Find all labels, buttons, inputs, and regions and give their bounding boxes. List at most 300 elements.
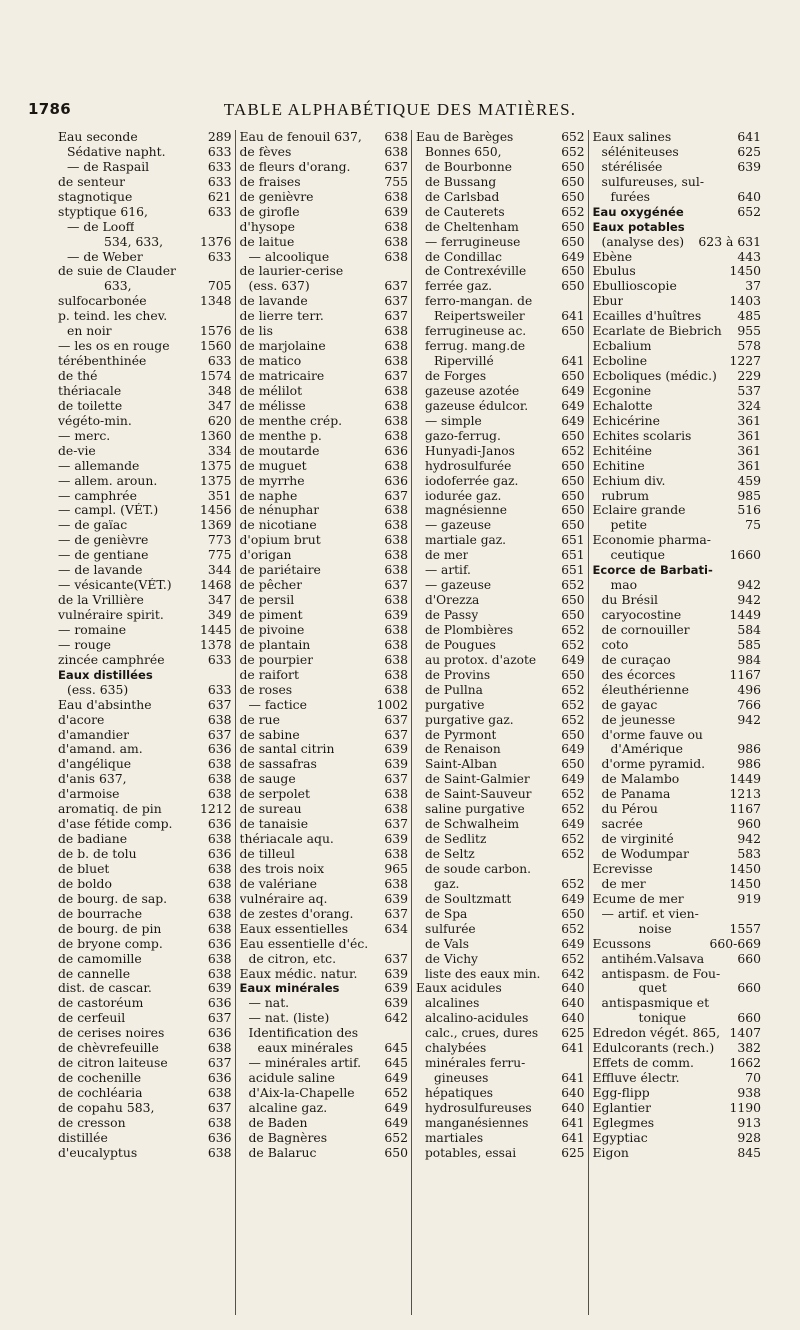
- entry-term: d'angélique: [58, 757, 132, 772]
- entry-page-ref: 1376: [199, 234, 232, 249]
- entry-page-ref: 766: [737, 697, 761, 712]
- entry-term: de cerises noires: [58, 1026, 165, 1041]
- index-column-4: [588, 130, 765, 1315]
- entry-page-ref: 652: [561, 578, 585, 593]
- index-entry: [593, 429, 762, 444]
- entry-page-ref: 1360: [199, 428, 232, 443]
- entry-term: distillée: [58, 1130, 108, 1145]
- entry-page-ref: 637: [384, 712, 408, 727]
- entry-term: antispasmique et: [601, 996, 710, 1011]
- index-entry: [593, 802, 762, 817]
- entry-page-ref: 649: [561, 936, 585, 951]
- entry-term: d'amandier: [58, 727, 129, 742]
- entry-term: de plantain: [239, 637, 311, 652]
- entry-page-ref: 660: [737, 951, 761, 966]
- index-entry: [593, 324, 762, 339]
- entry-page-ref: 652: [561, 204, 585, 219]
- index-entry: [240, 429, 409, 444]
- entry-term: Hunyadi-Janos: [425, 443, 515, 458]
- entry-page-ref: 640: [561, 1100, 585, 1115]
- entry-page-ref: 638: [207, 757, 232, 772]
- entry-term: de cresson: [58, 1115, 126, 1130]
- index-entry: [416, 996, 585, 1011]
- index-entry: [416, 250, 585, 265]
- entry-term: d'acore: [58, 712, 105, 727]
- entry-page-ref: 650: [561, 593, 585, 608]
- index-entry: [240, 967, 409, 982]
- index-entry: [58, 996, 232, 1011]
- index-entry: [593, 518, 762, 533]
- index-entry: [240, 533, 409, 548]
- entry-term: — romaine: [58, 622, 127, 637]
- index-entry: [416, 518, 585, 533]
- entry-page-ref: 640: [561, 1086, 585, 1100]
- entry-page-ref: 637: [384, 294, 408, 309]
- entry-page-ref: 650: [561, 369, 585, 383]
- index-entry: [58, 459, 232, 474]
- entry-page-ref: 650: [561, 219, 585, 234]
- index-entry: [240, 220, 409, 235]
- entry-page-ref: 928: [737, 1130, 761, 1145]
- index-entry: [416, 339, 585, 354]
- entry-term: ferrée gaz.: [425, 279, 493, 294]
- index-entry: [240, 130, 409, 145]
- index-entry: [58, 175, 232, 190]
- entry-page-ref: 578: [737, 339, 761, 354]
- entry-page-ref: 637: [207, 1056, 232, 1071]
- entry-term: sulfocarbonée: [58, 294, 147, 309]
- entry-page-ref: 651: [561, 563, 585, 578]
- index-entry: [416, 668, 585, 683]
- entry-page-ref: 636: [207, 1130, 232, 1145]
- index-entry: [593, 638, 762, 653]
- entry-page-ref: 652: [561, 637, 585, 652]
- entry-page-ref: 652: [561, 130, 585, 144]
- index-entry: [416, 474, 585, 489]
- entry-term: de genièvre: [239, 189, 314, 204]
- index-entry: [416, 175, 585, 190]
- index-entry: [58, 1116, 232, 1131]
- index-entry: [240, 1101, 409, 1116]
- entry-page-ref: 1407: [729, 1026, 761, 1041]
- entry-term: eaux minérales: [257, 1041, 354, 1056]
- entry-term: antihém.Valsava: [601, 951, 705, 966]
- entry-page-ref: 1449: [729, 772, 761, 787]
- entry-page-ref: 638: [207, 921, 232, 936]
- entry-term: de Forges: [425, 369, 487, 383]
- index-entry: [58, 250, 232, 265]
- index-entry: [416, 354, 585, 369]
- entry-page-ref: 652: [561, 951, 585, 966]
- entry-term: de Soultzmatt: [425, 891, 512, 906]
- entry-page-ref: 638: [384, 802, 408, 817]
- entry-page-ref: 344: [207, 563, 232, 578]
- entry-page-ref: 641: [561, 1071, 585, 1086]
- entry-term: Eau seconde: [58, 130, 138, 144]
- entry-page-ref: 637: [384, 279, 408, 294]
- index-entry: [58, 533, 232, 548]
- entry-term: ferrugineuse ac.: [425, 324, 527, 339]
- entry-term: — alcoolique: [248, 249, 330, 264]
- entry-page-ref: 639: [737, 159, 761, 174]
- index-entry: [416, 1116, 585, 1131]
- entry-page-ref: 1450: [729, 264, 761, 279]
- index-entry: [416, 145, 585, 160]
- entry-term: — artif.: [425, 563, 471, 578]
- entry-term: de Spa: [425, 906, 468, 921]
- entry-term: de camomille: [58, 951, 142, 966]
- entry-term: (ess. 635): [67, 682, 129, 697]
- index-entry: [593, 533, 762, 548]
- index-entry: [58, 220, 232, 235]
- entry-page-ref: 638: [207, 861, 232, 876]
- entry-term: séléniteuses: [601, 144, 679, 159]
- index-entry: [58, 1011, 232, 1026]
- entry-term: — rouge: [58, 637, 111, 652]
- entry-term: de pêcher: [239, 578, 303, 593]
- entry-page-ref: 638: [384, 339, 408, 354]
- entry-page-ref: 633: [207, 652, 232, 667]
- entry-page-ref: 637: [384, 951, 408, 966]
- entry-page-ref: 649: [561, 742, 585, 757]
- entry-page-ref: 649: [561, 817, 585, 832]
- entry-term: de tanaisie: [239, 817, 309, 832]
- index-entry: [416, 503, 585, 518]
- entry-page-ref: 1560: [199, 339, 232, 354]
- entry-term: de persil: [239, 593, 295, 608]
- index-entry: [240, 474, 409, 489]
- entry-term: gazo-ferrug.: [425, 428, 501, 443]
- entry-page-ref: 636: [207, 1071, 232, 1086]
- entry-term: — de Looff: [67, 219, 135, 234]
- index-entry: [240, 907, 409, 922]
- entry-term: de mélilot: [239, 383, 303, 398]
- index-entry: [58, 369, 232, 384]
- entry-term: Ecorce de Barbati-: [592, 563, 713, 578]
- index-entry: [58, 862, 232, 877]
- entry-page-ref: 650: [561, 324, 585, 339]
- entry-term: Ecbalium: [592, 339, 652, 354]
- entry-page-ref: 516: [737, 503, 761, 518]
- index-entry: [593, 877, 762, 892]
- entry-page-ref: 652: [561, 144, 585, 159]
- index-entry: [240, 578, 409, 593]
- index-entry: [240, 518, 409, 533]
- entry-term: de cochléaria: [58, 1086, 143, 1100]
- entry-term: Eaux acidules: [416, 981, 502, 996]
- entry-page-ref: 638: [207, 1041, 232, 1056]
- index-entry: [593, 444, 762, 459]
- entry-term: Eglantier: [592, 1100, 652, 1115]
- index-entry: [593, 981, 762, 996]
- index-entry: [240, 817, 409, 832]
- entry-term: de Bussang: [425, 174, 497, 189]
- entry-term: de Pyrmont: [425, 727, 497, 742]
- index-entry: [58, 339, 232, 354]
- entry-page-ref: 638: [384, 667, 408, 682]
- index-entry: [58, 952, 232, 967]
- index-entry: [58, 608, 232, 623]
- entry-term: gaz.: [434, 876, 460, 891]
- index-entry: [416, 1101, 585, 1116]
- index-entry: [593, 1131, 762, 1146]
- entry-term: de bluet: [58, 861, 110, 876]
- index-entry: [58, 414, 232, 429]
- entry-term: de Pougues: [425, 637, 496, 652]
- entry-term: Eglegmes: [592, 1115, 655, 1130]
- index-entry: [416, 1071, 585, 1086]
- entry-page-ref: 652: [561, 622, 585, 637]
- index-entry: [58, 1026, 232, 1041]
- entry-page-ref: 650: [561, 488, 585, 503]
- entry-page-ref: 639: [384, 204, 408, 219]
- entry-page-ref: 638: [207, 966, 232, 981]
- entry-page-ref: 642: [384, 1011, 408, 1026]
- entry-page-ref: 636: [207, 996, 232, 1011]
- index-entry: [58, 832, 232, 847]
- index-entry: [240, 235, 409, 250]
- entry-term: de marjolaine: [239, 339, 326, 354]
- index-entry: [416, 429, 585, 444]
- index-entry: [593, 937, 762, 952]
- entry-page-ref: 639: [384, 742, 408, 757]
- entry-page-ref: 651: [561, 548, 585, 563]
- index-entry: [58, 309, 232, 324]
- index-entry: [58, 474, 232, 489]
- entry-page-ref: 638: [207, 832, 232, 847]
- entry-page-ref: 633: [207, 174, 232, 189]
- index-entry: [240, 593, 409, 608]
- entry-page-ref: 1403: [729, 294, 761, 309]
- entry-term: Eau de fenouil 637,: [239, 130, 362, 144]
- index-entry: [593, 996, 762, 1011]
- entry-page-ref: 1167: [729, 802, 761, 817]
- entry-page-ref: 649: [561, 383, 585, 398]
- entry-page-ref: 638: [384, 876, 408, 891]
- index-entry: [58, 518, 232, 533]
- entry-page-ref: 638: [207, 1145, 232, 1160]
- index-entry: [416, 1011, 585, 1026]
- entry-page-ref: 348: [207, 383, 232, 398]
- index-entry: [240, 190, 409, 205]
- entry-page-ref: 942: [737, 832, 761, 847]
- entry-term: Eau de Barèges: [416, 130, 514, 144]
- entry-term: mao: [610, 578, 638, 593]
- index-entry: [240, 668, 409, 683]
- entry-term: de pourpier: [239, 652, 314, 667]
- index-entry: [58, 503, 232, 518]
- entry-page-ref: 650: [561, 473, 585, 488]
- index-entry: [240, 324, 409, 339]
- index-entry: [58, 354, 232, 369]
- entry-page-ref: 649: [561, 249, 585, 264]
- entry-term: d'amand. am.: [58, 742, 143, 757]
- entry-page-ref: 1450: [729, 876, 761, 891]
- index-entry: [416, 952, 585, 967]
- entry-page-ref: 1375: [199, 473, 232, 488]
- entry-page-ref: 641: [561, 1041, 585, 1056]
- entry-term: de Bourbonne: [425, 159, 512, 174]
- entry-page-ref: 938: [737, 1086, 761, 1100]
- entry-term: ceutique: [610, 548, 665, 563]
- entry-term: Eaux salines: [592, 130, 672, 144]
- entry-term: de Saint-Sauveur: [425, 787, 532, 802]
- entry-page-ref: 633: [207, 354, 232, 369]
- entry-page-ref: 984: [737, 652, 761, 667]
- entry-term: Ecgonine: [592, 383, 652, 398]
- running-title: TABLE ALPHABÉTIQUE DES MATIÈRES.: [223, 100, 577, 119]
- index-entry: [593, 414, 762, 429]
- entry-term: de naphe: [239, 488, 298, 503]
- entry-term: d'Amérique: [610, 742, 683, 757]
- index-entry: [593, 294, 762, 309]
- entry-page-ref: 638: [384, 652, 408, 667]
- entry-term: — artif. et vien-: [601, 906, 699, 921]
- index-entry: [58, 967, 232, 982]
- entry-page-ref: 640: [561, 981, 585, 996]
- index-entry: [593, 1071, 762, 1086]
- index-entry: [58, 593, 232, 608]
- entry-term: de suie de Clauder: [58, 264, 176, 279]
- entry-term: de santal citrin: [239, 742, 335, 757]
- entry-page-ref: 537: [737, 383, 761, 398]
- index-entry: [58, 160, 232, 175]
- entry-term: de chèvrefeuille: [58, 1041, 159, 1056]
- entry-page-ref: 649: [561, 891, 585, 906]
- entry-page-ref: 652: [561, 921, 585, 936]
- index-entry: [416, 757, 585, 772]
- index-entry: [58, 429, 232, 444]
- entry-page-ref: 650: [561, 727, 585, 742]
- index-entry: [416, 981, 585, 996]
- entry-page-ref: 620: [207, 413, 232, 428]
- index-entry: [240, 1071, 409, 1086]
- index-entry: [416, 1086, 585, 1101]
- entry-page-ref: 652: [561, 443, 585, 458]
- index-entry: [58, 1146, 232, 1161]
- entry-term: de menthe crép.: [239, 413, 343, 428]
- entry-term: petite: [610, 518, 648, 533]
- index-entry: [58, 668, 232, 683]
- index-entry: [593, 1086, 762, 1101]
- entry-term: Eaux minérales: [239, 981, 340, 996]
- entry-term: d'armoise: [58, 787, 120, 802]
- entry-term: de Sedlitz: [425, 832, 487, 847]
- entry-page-ref: 645: [384, 1041, 408, 1056]
- index-entry: [58, 742, 232, 757]
- index-entry: [593, 907, 762, 922]
- entry-term: de lis: [239, 324, 273, 339]
- entry-term: au protox. d'azote: [425, 652, 537, 667]
- entry-page-ref: 638: [384, 189, 408, 204]
- entry-page-ref: 361: [737, 443, 761, 458]
- entry-term: liste des eaux min.: [425, 966, 541, 981]
- entry-page-ref: 638: [384, 428, 408, 443]
- entry-term: gazeuse azotée: [425, 383, 520, 398]
- entry-term: Effluve électr.: [592, 1071, 680, 1086]
- entry-term: de Bagnères: [248, 1130, 328, 1145]
- entry-page-ref: 985: [737, 488, 761, 503]
- index-entry: [593, 264, 762, 279]
- entry-page-ref: 633: [207, 159, 232, 174]
- entry-page-ref: 650: [561, 428, 585, 443]
- index-column-2: [235, 130, 412, 1315]
- entry-term: — allem. aroun.: [58, 473, 158, 488]
- entry-page-ref: 1227: [729, 354, 761, 369]
- entry-page-ref: 638: [384, 593, 408, 608]
- entry-page-ref: 638: [384, 354, 408, 369]
- entry-page-ref: 651: [561, 533, 585, 548]
- entry-term: d'orme pyramid.: [601, 757, 706, 772]
- index-entry: [593, 862, 762, 877]
- index-entry: [58, 713, 232, 728]
- index-entry: [416, 294, 585, 309]
- entry-page-ref: 485: [737, 309, 761, 324]
- index-entry: [416, 937, 585, 952]
- entry-term: de Wodumpar: [601, 847, 689, 861]
- entry-term: de fraises: [239, 174, 301, 189]
- entry-page-ref: 638: [207, 787, 232, 802]
- entry-page-ref: 1557: [729, 921, 761, 936]
- entry-term: sacrée: [601, 817, 643, 832]
- index-entry: [416, 653, 585, 668]
- entry-page-ref: 645: [384, 1056, 408, 1071]
- entry-page-ref: 641: [561, 1130, 585, 1145]
- entry-term: gineuses: [434, 1071, 489, 1086]
- entry-page-ref: 1449: [729, 608, 761, 622]
- index-entry: [58, 399, 232, 414]
- entry-page-ref: 649: [561, 652, 585, 667]
- index-entry: [416, 847, 585, 862]
- index-entry: [416, 578, 585, 593]
- entry-term: — gazeuse: [425, 578, 492, 593]
- index-entry: [240, 444, 409, 459]
- entry-term: — ferrugineuse: [425, 234, 521, 249]
- index-entry: [240, 160, 409, 175]
- index-entry: [58, 787, 232, 802]
- index-entry: [240, 1041, 409, 1056]
- index-entry: [240, 279, 409, 294]
- entry-page-ref: 347: [207, 593, 232, 608]
- entry-page-ref: 652: [561, 876, 585, 891]
- entry-page-ref: 636: [207, 847, 232, 861]
- index-entry: [593, 742, 762, 757]
- index-entry: [416, 832, 585, 847]
- entry-term: de raifort: [239, 667, 299, 682]
- entry-term: des trois noix: [239, 861, 325, 876]
- index-entry: [58, 324, 232, 339]
- entry-term: Ebullioscopie: [592, 279, 677, 294]
- index-entry: [416, 713, 585, 728]
- entry-page-ref: 334: [207, 443, 232, 458]
- entry-page-ref: 942: [737, 593, 761, 608]
- entry-term: vulnéraire aq.: [239, 891, 328, 906]
- entry-page-ref: 1002: [376, 697, 408, 712]
- index-entry: [593, 922, 762, 937]
- entry-term: gazeuse édulcor.: [425, 398, 529, 413]
- entry-page-ref: 637: [384, 727, 408, 742]
- entry-term: de Provins: [425, 667, 491, 682]
- entry-term: Ecussons: [592, 936, 651, 951]
- entry-page-ref: 70: [745, 1071, 761, 1086]
- entry-term: de pivoine: [239, 622, 305, 637]
- entry-page-ref: 650: [561, 458, 585, 473]
- index-entry: [58, 638, 232, 653]
- index-entry: [240, 1056, 409, 1071]
- entry-term: d'origan: [239, 548, 292, 563]
- entry-term: thériacale aqu.: [239, 832, 334, 847]
- entry-page-ref: 650: [561, 279, 585, 294]
